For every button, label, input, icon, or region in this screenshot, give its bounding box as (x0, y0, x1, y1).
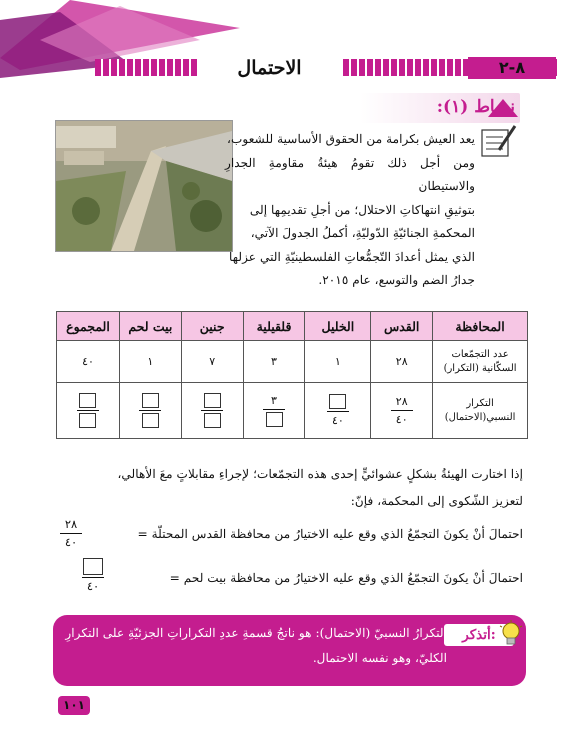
column-header: قلقيلية (243, 312, 305, 341)
fraction-numerator: ٣ (271, 394, 277, 407)
fraction-denominator: ٤٠ (64, 535, 78, 549)
row-label (433, 341, 528, 383)
question-line: احتمالَ أنْ يكونَ التجمّعُ الذي وقع عليه الاختيارُ من محافظة بيت لحم = (169, 571, 523, 585)
question-line: احتمالَ أنْ يكونَ التجمّعُ الذي وقع عليه الاختيارُ من محافظة القدس المحتلّة = (137, 527, 523, 541)
lightbulb-icon (498, 620, 524, 648)
row-label-line: عدد التجمّعات (451, 348, 509, 360)
table-cell: ١ (119, 341, 181, 383)
answer-box[interactable] (142, 393, 159, 408)
row-label-line: التكرار (466, 397, 494, 409)
table-cell: ٣ (243, 341, 305, 383)
remember-label: أتذكر: (444, 624, 514, 646)
answer-box[interactable] (204, 413, 221, 428)
page-title: الاحتمال (197, 55, 342, 81)
column-header: المجموع (57, 312, 120, 341)
fraction-denominator: ٤٠ (331, 414, 344, 427)
table-cell (371, 383, 433, 439)
table-cell (243, 383, 305, 439)
fraction (263, 394, 285, 427)
column-header: المحافظة (433, 312, 528, 341)
answer-box[interactable] (329, 394, 346, 409)
activity-title: نشاط (١): (436, 97, 515, 117)
answer-box[interactable] (79, 393, 96, 408)
answer-box[interactable] (83, 558, 103, 575)
table-cell: ٢٨ (371, 341, 433, 383)
page-number: ١٠١ (58, 696, 90, 715)
column-header: الخليل (305, 312, 371, 341)
fraction-numerator: ٢٨ (395, 395, 408, 408)
answer-box[interactable] (142, 413, 159, 428)
paragraph-line: جدارُ الضم والتوسع، عام ٢٠١٥. (318, 273, 475, 287)
table-cell (305, 383, 371, 439)
table-cell: ٤٠ (57, 341, 120, 383)
frequency-table (56, 311, 528, 439)
fraction (327, 394, 349, 427)
table-cell (119, 383, 181, 439)
wall-photo (55, 120, 233, 252)
table-row (57, 383, 528, 439)
fraction (77, 393, 99, 428)
fraction-numerator: ٢٨ (64, 517, 78, 531)
paragraph-line: ومن أجل ذلك تقومُ هيئةُ مقاومةِ الجدارِ والاستيطان (225, 155, 475, 193)
paragraph-line: المحكمةِ الجنائيّةِ الدّوليّةِ، أكملُ الجدولَ الآتي، (250, 226, 475, 240)
column-header: جنين (181, 312, 243, 341)
fraction (139, 393, 161, 428)
answer-box[interactable] (266, 412, 283, 427)
table-row (57, 341, 528, 383)
question-line: لتعزيز الشّكوى إلى المحكمة، فإنّ: (350, 494, 523, 508)
remember-line: التكرارُ النسبيّ (الاحتمال): هو ناتجُ قسمةِ عددِ التكراراتِ الجزئيّةِ على التكرارِ (65, 626, 447, 640)
row-label-line: النسبي(الاحتمال) (444, 411, 516, 423)
fraction-denominator: ٤٠ (86, 579, 100, 593)
remember-line: الكليّ، وهو نفسه الاحتمال. (312, 651, 447, 665)
question-line: إذا اختارت الهيئةُ بشكلٍ عشوائيٍّ إحدى هذه التجمّعات؛ لإجراءِ مقابلاتٍ معَ الأهالي، (117, 467, 523, 481)
section-number: ٨-٢ (468, 57, 556, 79)
paragraph-line: بتوثيقِ انتهاكاتِ الاحتلال؛ من أجلِ تقديمِها إلى (249, 202, 475, 217)
table-cell (181, 383, 243, 439)
answer-fraction (82, 558, 104, 593)
row-label-line: السكّانية (التكرار) (443, 362, 517, 374)
fraction (391, 395, 413, 426)
row-label (433, 383, 528, 439)
paragraph-line: يعد العيش بكرامة من الحقوق الأساسية للشعوب، (227, 132, 475, 146)
answer-box[interactable] (204, 393, 221, 408)
table-cell: ١ (305, 341, 371, 383)
pencil-notepad-icon (479, 124, 521, 160)
table-cell (57, 383, 120, 439)
answer-box[interactable] (79, 413, 96, 428)
activity-paragraph (225, 128, 475, 293)
column-header: القدس (371, 312, 433, 341)
fraction (201, 393, 223, 428)
fraction-denominator: ٤٠ (395, 413, 408, 426)
table-cell: ٧ (181, 341, 243, 383)
column-header: بيت لحم (119, 312, 181, 341)
remember-text (62, 621, 447, 671)
paragraph-line: الذي يمثل أعدادَ التّجمُّعاتِ الفلسطينيّةِ التي عزلها (229, 249, 475, 264)
answer-fraction (60, 518, 82, 549)
table-header-row (57, 312, 528, 341)
